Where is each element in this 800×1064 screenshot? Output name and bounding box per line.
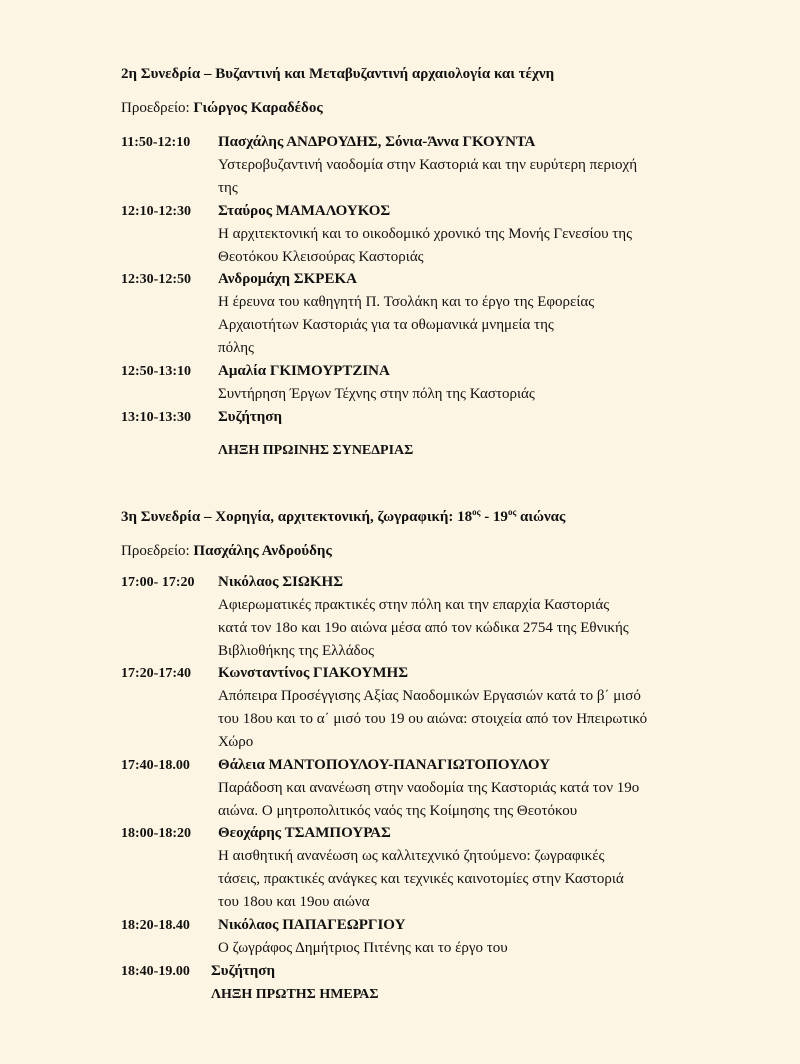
slot-speaker: Σταύρος ΜΑΜΑΛΟΥΚΟΣ [218,203,391,219]
slot-speaker: Ανδρομάχη ΣΚΡΕΚΑ [218,271,357,287]
slot-time: 12:30-12:50 [121,272,191,287]
chair-name: Γιώργος Καραδέδος [193,100,323,116]
slot-speaker: Θεοχάρης ΤΣΑΜΠΟΥΡΑΣ [218,825,391,841]
slot-speaker: Αμαλία ΓΚΙΜΟΥΡΤΖΙΝΑ [218,363,390,379]
slot-discussion: Συζήτηση [218,409,282,425]
slot-speaker: Πασχάλης ΑΝΔΡΟΥΔΗΣ, Σόνια-Άννα ΓΚΟΥΝΤΑ [218,134,536,150]
ordinal-suffix: ος [472,507,481,517]
talk-line: Αφιερωματικές πρακτικές στην πόλη και την επαρχία Καστοριάς [218,597,610,613]
talk-line: τάσεις, πρακτικές ανάγκες και τεχνικές καινοτομίες στην Καστοριά [218,871,624,887]
talk-line: Ο ζωγράφος Δημήτριος Πιτένης και το έργο του [218,940,508,956]
slot-time: 12:50-13:10 [121,364,191,379]
slot-talk-title [218,154,708,200]
slot-speaker: Θάλεια ΜΑΝΤΟΠΟΥΛΟΥ-ΠΑΝΑΓΙΩΤΟΠΟΥΛΟΥ [218,757,550,773]
chair-label: Προεδρείο: [121,100,194,116]
session-3-chair [121,543,332,560]
slot-talk-title [218,777,708,823]
slot-talk-title [218,937,708,960]
talk-line: της [218,180,238,196]
slot-time: 18:00-18:20 [121,826,191,841]
slot-talk-title [218,594,708,663]
slot-time: 17:20-17:40 [121,666,191,681]
title-text: αιώνας [516,509,566,525]
talk-line: πόλης [218,340,254,356]
talk-line: Η αισθητική ανανέωση ως καλλιτεχνικό ζητούμενο: ζωγραφικές [218,848,605,864]
slot-time: 17:00- 17:20 [121,575,195,590]
slot-discussion: Συζήτηση [211,963,275,979]
chair-name: Πασχάλης Ανδρούδης [193,543,332,559]
slot-talk-title [218,383,708,406]
talk-line: του 18ου και 19ου αιώνα [218,894,370,910]
slot-time: 18:40-19.00 [121,964,190,979]
slot-talk-title [218,291,708,360]
session-3-title [121,509,565,526]
talk-line: αιώνα. Ο μητροπολιτικός ναός της Κοίμησης της Θεοτόκου [218,803,578,819]
talk-line: Αρχαιοτήτων Καστοριάς για τα οθωμανικά μνημεία της [218,317,554,333]
slot-speaker: Νικόλαος ΣΙΩΚΗΣ [218,574,343,590]
slot-talk-title [218,685,708,754]
talk-line: Χώρο [218,734,254,750]
slot-time: 17:40-18.00 [121,758,190,773]
talk-line: Απόπειρα Προσέγγισης Αξίας Ναοδομικών Εργασιών κατά το β΄ μισό [218,688,641,704]
session-2-chair [121,100,323,117]
slot-time: 12:10-12:30 [121,204,191,219]
chair-label: Προεδρείο: [121,543,194,559]
session-2-end-label: ΛΗΞΗ ΠΡΩΙΝΗΣ ΣΥΝΕΔΡΙΑΣ [218,443,414,458]
talk-line: Βιβλιοθήκης της Ελλάδος [218,643,375,659]
ordinal-suffix: ος [507,507,517,517]
slot-time: 13:10-13:30 [121,410,191,425]
title-text: - 19 [480,509,508,525]
slot-speaker: Κωνσταντίνος ΓΙΑΚΟΥΜΗΣ [218,665,409,681]
slot-speaker: Νικόλαος ΠΑΠΑΓΕΩΡΓΙΟΥ [218,917,406,933]
talk-line: Υστεροβυζαντινή ναοδομία στην Καστοριά και την ευρύτερη περιοχή [218,157,638,173]
talk-line: Θεοτόκου Κλεισούρας Καστοριάς [218,249,424,265]
talk-line: Παράδοση και ανανέωση στην ναοδομία της Καστοριάς κατά τον 19ο [218,780,640,796]
slot-time: 11:50-12:10 [121,135,191,150]
talk-line: του 18ου και το α΄ μισό του 19 ου αιώνα: στοιχεία από τον Ηπειρωτικό [218,711,648,727]
slot-time: 18:20-18.40 [121,918,190,933]
talk-line: Η αρχιτεκτονική και το οικοδομικό χρονικό της Μονής Γενεσίου της [218,226,633,242]
talk-line: Η έρευνα του καθηγητή Π. Τσολάκη και το έργο της Εφορείας [218,294,595,310]
title-text: 3η Συνεδρία – Χορηγία, αρχιτεκτονική, ζωγραφική: 18 [121,509,473,525]
slot-talk-title [218,223,708,269]
session-2-title: 2η Συνεδρία – Βυζαντινή και Μεταβυζαντινή αρχαιολογία και τέχνη [121,66,555,82]
slot-talk-title [218,845,708,914]
talk-line: κατά τον 18ο και 19ο αιώνα μέσα από τον κώδικα 2754 της Εθνικής [218,620,629,636]
session-3-end-label: ΛΗΞΗ ΠΡΩΤΗΣ ΗΜΕΡΑΣ [211,987,379,1002]
talk-line: Συντήρηση Έργων Τέχνης στην πόλη της Καστοριάς [218,386,535,402]
